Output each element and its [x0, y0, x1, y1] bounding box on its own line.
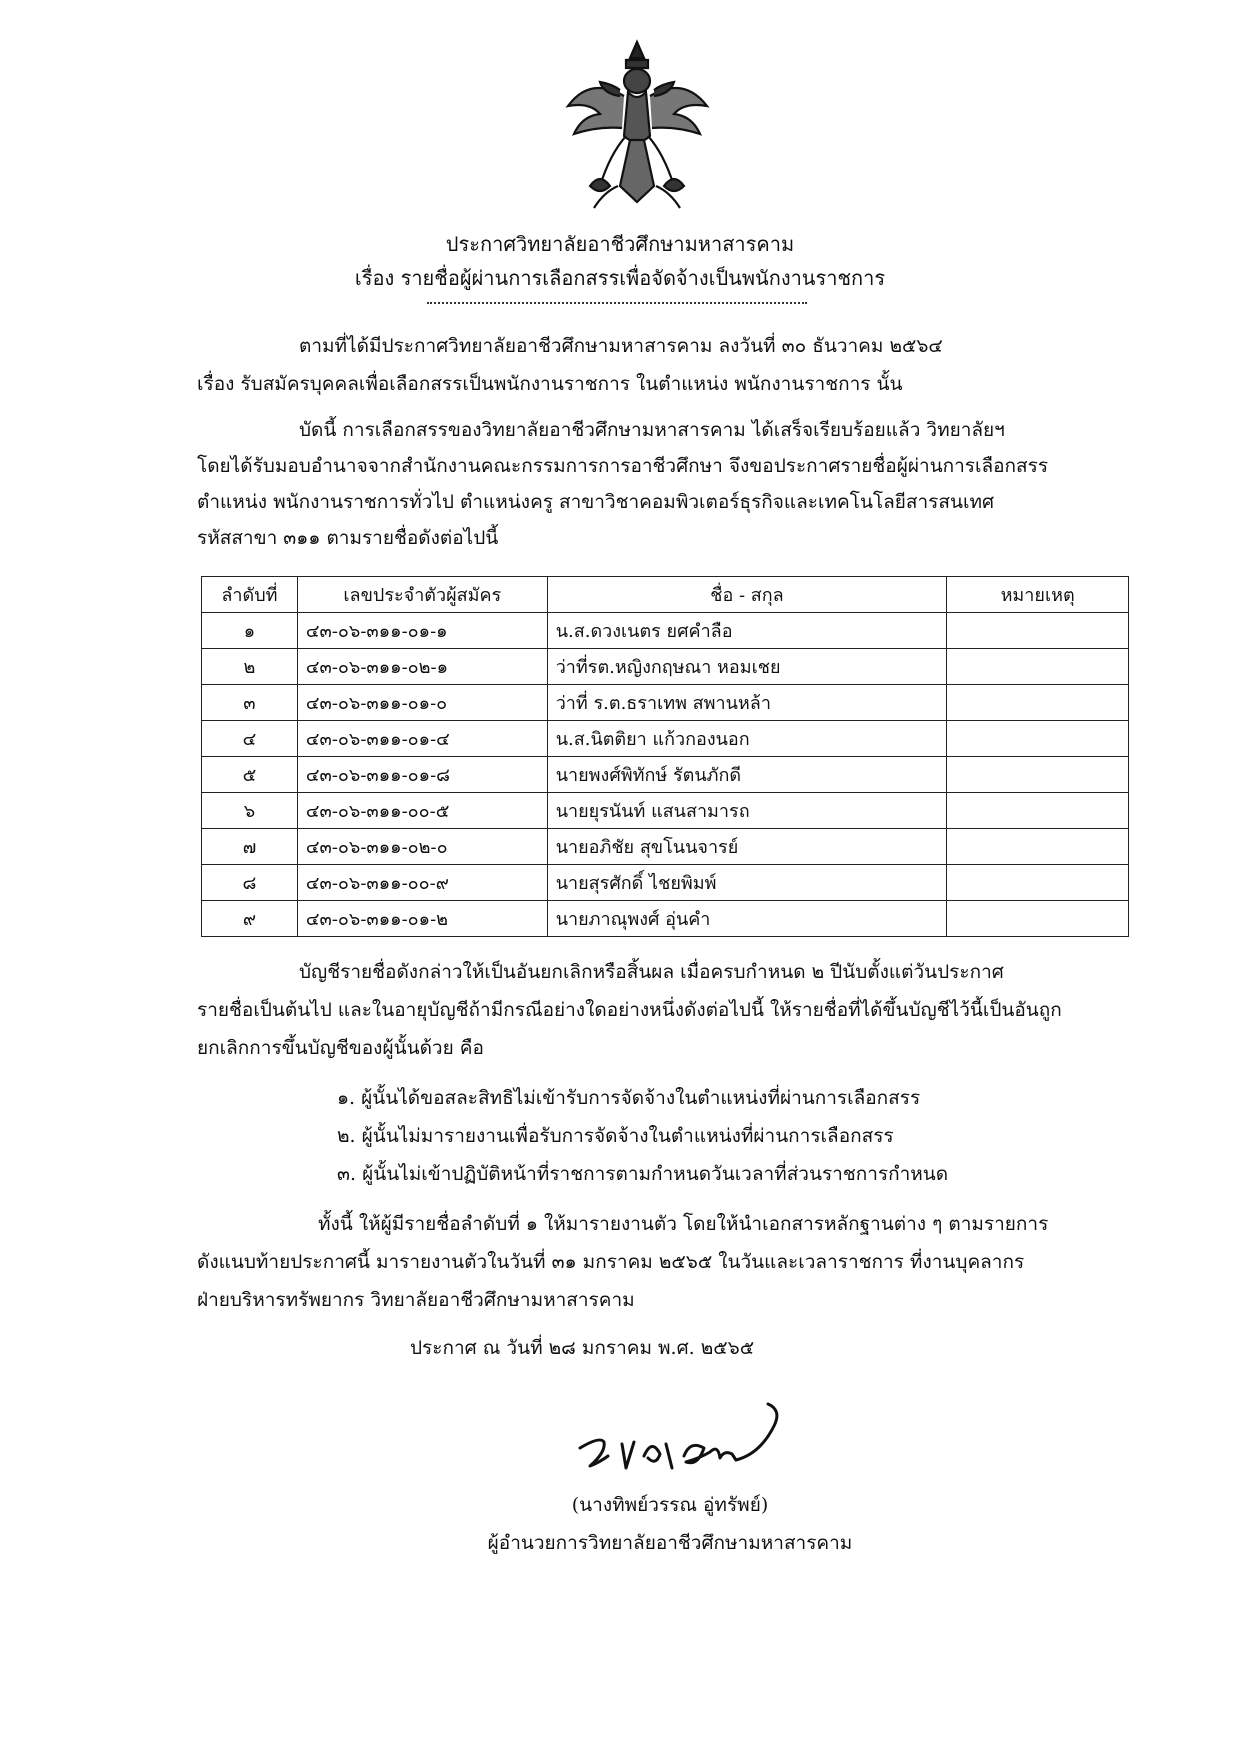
row-no: ๖	[202, 793, 298, 829]
column-header-applicant-id: เลขประจำตัวผู้สมัคร	[297, 577, 547, 613]
validity-line-3: ยกเลิกการขึ้นบัญชีของผู้นั้นด้วย คือ	[197, 1037, 484, 1059]
row-no: ๓	[202, 685, 298, 721]
announcement-title: ประกาศวิทยาลัยอาชีวศึกษามหาสารคาม	[445, 232, 795, 256]
row-name: น.ส.ดวงเนตร ยศคำลือ	[547, 613, 947, 649]
table-row	[202, 829, 1129, 865]
row-no: ๘	[202, 865, 298, 901]
table-row	[202, 757, 1129, 793]
row-note	[947, 793, 1129, 829]
table-row	[202, 685, 1129, 721]
signatory-title: ผู้อำนวยการวิทยาลัยอาชีวศึกษามหาสารคาม	[487, 1532, 853, 1554]
column-header-name: ชื่อ - สกุล	[547, 577, 947, 613]
report-line-3: ฝ่ายบริหารทรัพยากร วิทยาลัยอาชีวศึกษามหาสารคาม	[197, 1289, 635, 1311]
row-note	[947, 829, 1129, 865]
row-no: ๗	[202, 829, 298, 865]
table-row	[202, 901, 1129, 937]
row-applicant-id: ๔๓-๐๖-๓๑๑-๐๑-๘	[297, 757, 547, 793]
row-name: นายพงศ์พิทักษ์ รัตนภักดี	[547, 757, 947, 793]
row-note	[947, 613, 1129, 649]
condition-3: ๓. ผู้นั้นไม่เข้าปฏิบัติหน้าที่ราชการตามกำหนดวันเวลาที่ส่วนราชการกำหนด	[337, 1163, 949, 1185]
row-name: นายสุรศักดิ์ ไชยพิมพ์	[547, 865, 947, 901]
table-row	[202, 613, 1129, 649]
column-header-no: ลำดับที่	[202, 577, 298, 613]
body-line-2: โดยได้รับมอบอำนาจจากสำนักงานคณะกรรมการการอาชีวศึกษา จึงขอประกาศรายชื่อผู้ผ่านการเลือกสรร	[197, 455, 1049, 477]
table-row	[202, 721, 1129, 757]
table-header-row	[202, 577, 1129, 613]
row-no: ๔	[202, 721, 298, 757]
row-no: ๙	[202, 901, 298, 937]
row-name: นายภาณุพงศ์ อุ่นคำ	[547, 901, 947, 937]
row-note	[947, 649, 1129, 685]
validity-line-1: บัญชีรายชื่อดังกล่าวให้เป็นอันยกเลิกหรือสิ้นผล เมื่อครบกำหนด ๒ ปีนับตั้งแต่วันประกาศ	[299, 961, 1004, 983]
table-row	[202, 865, 1129, 901]
condition-1: ๑. ผู้นั้นได้ขอสละสิทธิไม่เข้ารับการจัดจ้างในตำแหน่งที่ผ่านการเลือกสรร	[337, 1087, 921, 1109]
row-applicant-id: ๔๓-๐๖-๓๑๑-๐๒-๑	[297, 649, 547, 685]
row-applicant-id: ๔๓-๐๖-๓๑๑-๐๐-๕	[297, 793, 547, 829]
title-divider	[427, 302, 807, 304]
row-applicant-id: ๔๓-๐๖-๓๑๑-๐๐-๙	[297, 865, 547, 901]
column-header-note: หมายเหตุ	[947, 577, 1129, 613]
row-note	[947, 685, 1129, 721]
row-note	[947, 865, 1129, 901]
row-applicant-id: ๔๓-๐๖-๓๑๑-๐๑-๔	[297, 721, 547, 757]
condition-2: ๒. ผู้นั้นไม่มารายงานเพื่อรับการจัดจ้างในตำแหน่งที่ผ่านการเลือกสรร	[337, 1125, 894, 1147]
row-name: ว่าที่ ร.ต.ธราเทพ สพานหล้า	[547, 685, 947, 721]
row-note	[947, 901, 1129, 937]
row-note	[947, 721, 1129, 757]
table-row	[202, 793, 1129, 829]
row-applicant-id: ๔๓-๐๖-๓๑๑-๐๑-๑	[297, 613, 547, 649]
report-line-2: ดังแนบท้ายประกาศนี้ มารายงานตัวในวันที่ ๓๑ มกราคม ๒๕๖๕ ในวันและเวลาราชการ ที่งานบุคลากร	[197, 1251, 1025, 1273]
garuda-emblem-icon	[560, 36, 715, 211]
intro-line-2: เรื่อง รับสมัครบุคคลเพื่อเลือกสรรเป็นพนักงานราชการ ในตำแหน่ง พนักงานราชการ นั้น	[197, 373, 903, 395]
table-row	[202, 649, 1129, 685]
row-note	[947, 757, 1129, 793]
row-no: ๕	[202, 757, 298, 793]
row-name: น.ส.นิตติยา แก้วกองนอก	[547, 721, 947, 757]
candidate-table	[201, 576, 1129, 937]
row-no: ๒	[202, 649, 298, 685]
row-no: ๑	[202, 613, 298, 649]
announcement-subject: เรื่อง รายชื่อผู้ผ่านการเลือกสรรเพื่อจัดจ้างเป็นพนักงานราชการ	[354, 266, 886, 290]
body-line-4: รหัสสาขา ๓๑๑ ตามรายชื่อดังต่อไปนี้	[197, 527, 499, 549]
signatory-name: (นางทิพย์วรรณ อู่ทรัพย์)	[571, 1494, 769, 1516]
validity-line-2: รายชื่อเป็นต้นไป และในอายุบัญชีถ้ามีกรณีอย่างใดอย่างหนึ่งดังต่อไปนี้ ให้รายชื่อที่ได้ขึ้นบัญชีไว้นี้เป็นอันถูก	[197, 999, 1062, 1021]
body-line-1: บัดนี้ การเลือกสรรของวิทยาลัยอาชีวศึกษามหาสารคาม ได้เสร็จเรียบร้อยแล้ว วิทยาลัยฯ	[299, 419, 1005, 441]
body-line-3: ตำแหน่ง พนักงานราชการทั่วไป ตำแหน่งครู สาขาวิชาคอมพิวเตอร์ธุรกิจและเทคโนโลยีสารสนเทศ	[197, 491, 995, 513]
intro-line-1: ตามที่ได้มีประกาศวิทยาลัยอาชีวศึกษามหาสารคาม ลงวันที่ ๓๐ ธันวาคม ๒๕๖๔	[299, 335, 943, 357]
row-applicant-id: ๔๓-๐๖-๓๑๑-๐๑-๒	[297, 901, 547, 937]
row-name: ว่าที่รต.หญิงกฤษณา หอมเชย	[547, 649, 947, 685]
row-name: นายยุรนันท์ แสนสามารถ	[547, 793, 947, 829]
row-applicant-id: ๔๓-๐๖-๓๑๑-๐๑-๐	[297, 685, 547, 721]
row-applicant-id: ๔๓-๐๖-๓๑๑-๐๒-๐	[297, 829, 547, 865]
announcement-date: ประกาศ ณ วันที่ ๒๘ มกราคม พ.ศ. ๒๕๖๕	[410, 1337, 755, 1359]
report-line-1: ทั้งนี้ ให้ผู้มีรายชื่อลำดับที่ ๑ ให้มารายงานตัว โดยให้นำเอกสารหลักฐานต่าง ๆ ตามรายการ	[318, 1213, 1049, 1235]
row-name: นายอภิชัย สุขโนนจารย์	[547, 829, 947, 865]
signature-icon	[560, 1396, 790, 1486]
